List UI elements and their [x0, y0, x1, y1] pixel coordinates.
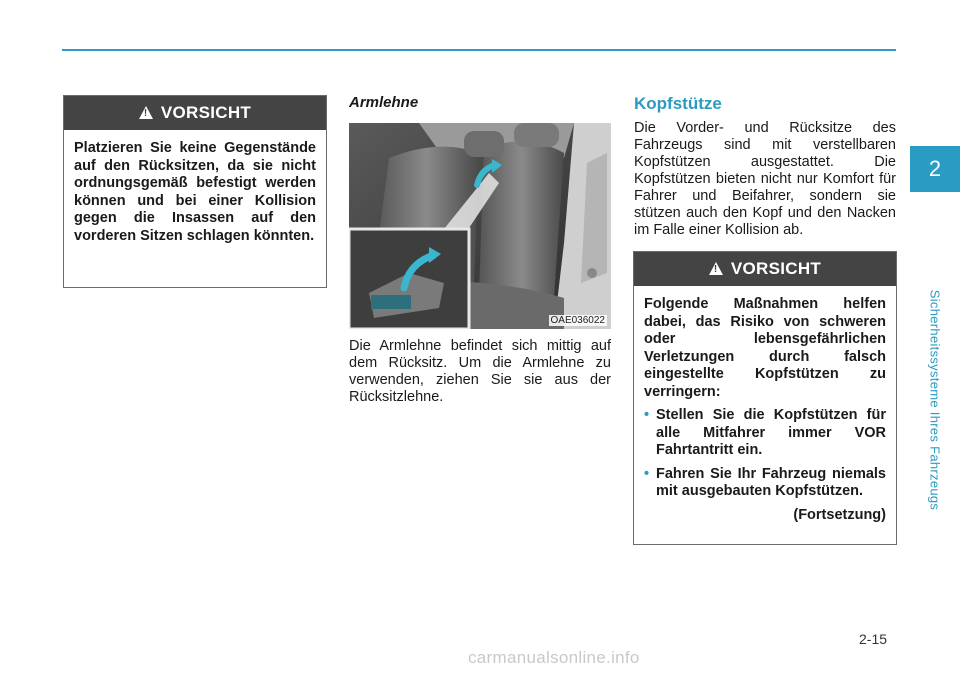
image-code: OAE036022: [550, 315, 605, 326]
list-item: [644, 466, 886, 501]
caution-header: [64, 96, 326, 130]
watermark: carmanualsonline.info: [468, 648, 640, 667]
rear-seat-illustration: [349, 123, 611, 329]
continued-note: (Fortsetzung): [793, 506, 886, 523]
caution-header-label: VORSICHT: [160, 103, 252, 122]
warning-icon: [709, 262, 723, 275]
bullet-text: Stellen Sie die Kopfstützen für alle Mitfahrer immer VOR Fahrtantritt ein.: [656, 407, 886, 458]
caution-content: [634, 286, 896, 532]
caution-box-left: [63, 95, 327, 288]
list-item: [644, 407, 886, 460]
armrest-heading: Armlehne: [349, 94, 419, 111]
armrest-photo: [349, 123, 611, 329]
warning-icon: [139, 106, 153, 119]
caution-header: [634, 252, 896, 286]
chapter-number: 2: [928, 156, 942, 181]
caution-text: Platzieren Sie keine Gegenstände auf den Rücksitzen, da sie nicht ordnungsgemäß befestigt werden können und bei einer Kollision gegen die Insassen auf den vorderen Sitzen schlagen könnten.: [74, 140, 316, 244]
bullet-icon: •: [644, 407, 650, 423]
caution-header-label: VORSICHT: [730, 259, 822, 278]
headrest-text: Die Vorder- und Rücksitze des Fahrzeugs sind mit verstellbaren Kopfstützen ausgestattet. Die Kopfstützen bieten nicht nur Komfort für Fahrer und Beifahrer, sondern sie stützen auch den Kopf und den Nacken im Falle einer Kollision ab.: [634, 120, 896, 238]
caution-box-right: [633, 251, 897, 545]
chapter-title: Sicherheitssysteme Ihres Fahrzeugs: [927, 289, 943, 511]
headrest-heading: Kopfstütze: [634, 94, 722, 113]
chapter-tab[interactable]: [910, 146, 960, 192]
armrest-text: Die Armlehne befindet sich mittig auf dem Rücksitz. Um die Armlehne zu verwenden, ziehen Sie sie aus der Rücksitzlehne.: [349, 338, 611, 405]
header-rule: [62, 49, 896, 51]
bullet-icon: •: [644, 465, 650, 482]
caution-intro: Folgende Maßnahmen helfen dabei, das Risiko von schweren oder lebensgefährlichen Verletzungen durch falsch eingestellte Kopfstützen zu verringern:: [644, 296, 886, 400]
bullet-text: Fahren Sie Ihr Fahrzeug niemals mit ausgebauten Kopfstützen.: [656, 465, 886, 499]
page-number: 2-15: [859, 631, 888, 647]
